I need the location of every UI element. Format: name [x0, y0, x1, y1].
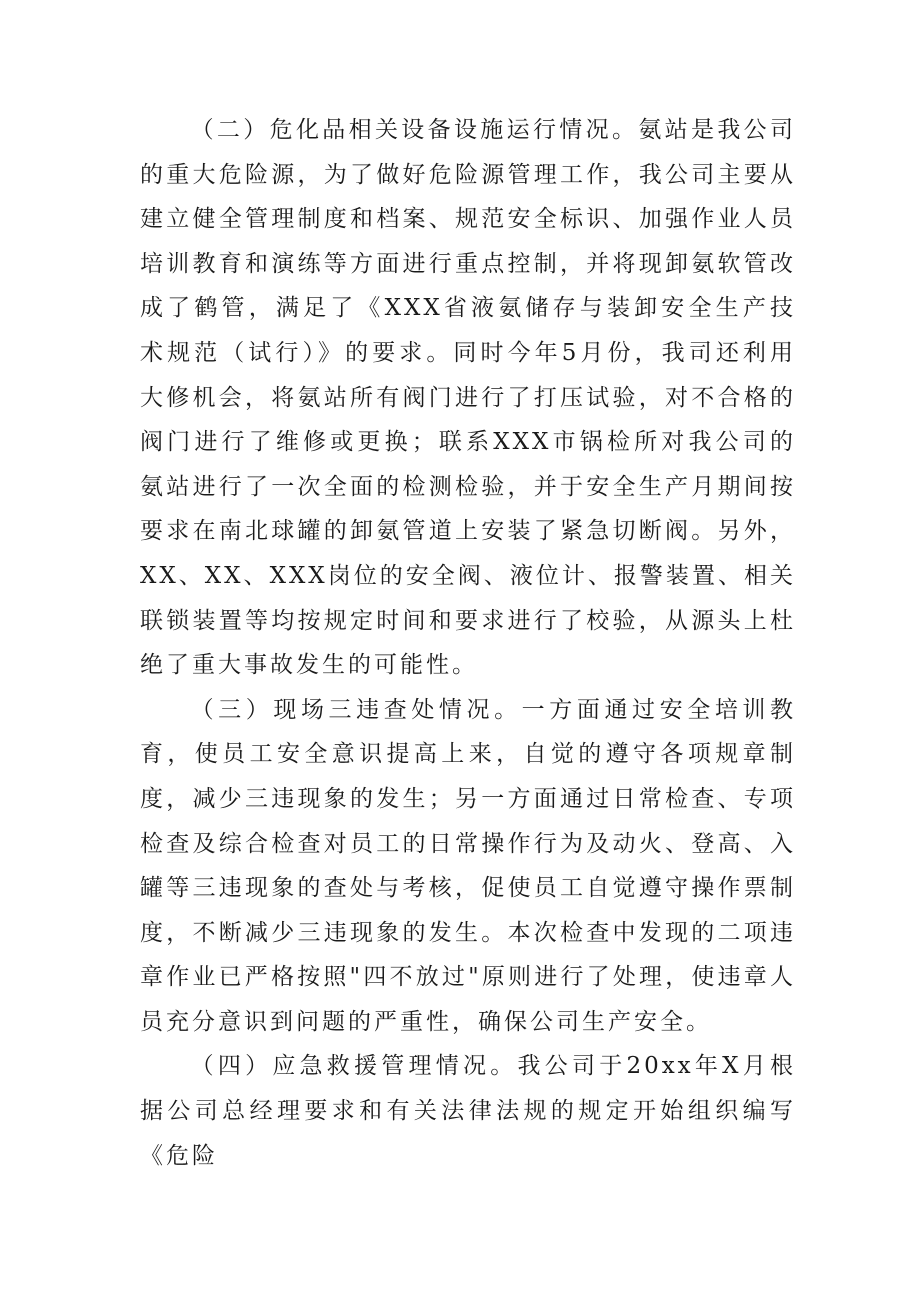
document-body [140, 108, 796, 1178]
paragraph-emergency-rescue: （四）应急救援管理情况。我公司于20xx年X月根据公司总经理要求和有关法律法规的规定开始组织编写《危险 [140, 1053, 796, 1169]
paragraph-site-violations: （三）现场三违查处情况。一方面通过安全培训教育，使员工安全意识提高上来，自觉的遵守各项规章制度，减少三违现象的发生；另一方面通过日常检查、专项检查及综合检查对员工的日常操作行为及动火、登高、入罐等三违现象的查处与考核，促使员工自觉遵守操作票制度，不断减少三违现象的发生。本次检查中发现的二项违章作业已严格按照"四不放过"原则进行了处理，使违章人员充分意识到问题的严重性，确保公司生产安全。 [140, 696, 796, 1035]
paragraph-hazardous-chemicals: （二）危化品相关设备设施运行情况。氨站是我公司的重大危险源，为了做好危险源管理工作，我公司主要从建立健全管理制度和档案、规范安全标识、加强作业人员培训教育和演练等方面进行重点控制，并将现卸氨软管改成了鹤管，满足了《XXX省液氨储存与装卸安全生产技术规范（试行）》的要求。同时今年5月份，我司还利用大修机会，将氨站所有阀门进行了打压试验，对不合格的阀门进行了维修或更换；联系XXX市锅检所对我公司的氨站进行了一次全面的检测检验，并于安全生产月期间按要求在南北球罐的卸氨管道上安装了紧急切断阀。另外，XX、XX、XXX岗位的安全阀、液位计、报警装置、相关联锁装置等均按规定时间和要求进行了校验，从源头上杜绝了重大事故发生的可能性。 [140, 117, 796, 679]
